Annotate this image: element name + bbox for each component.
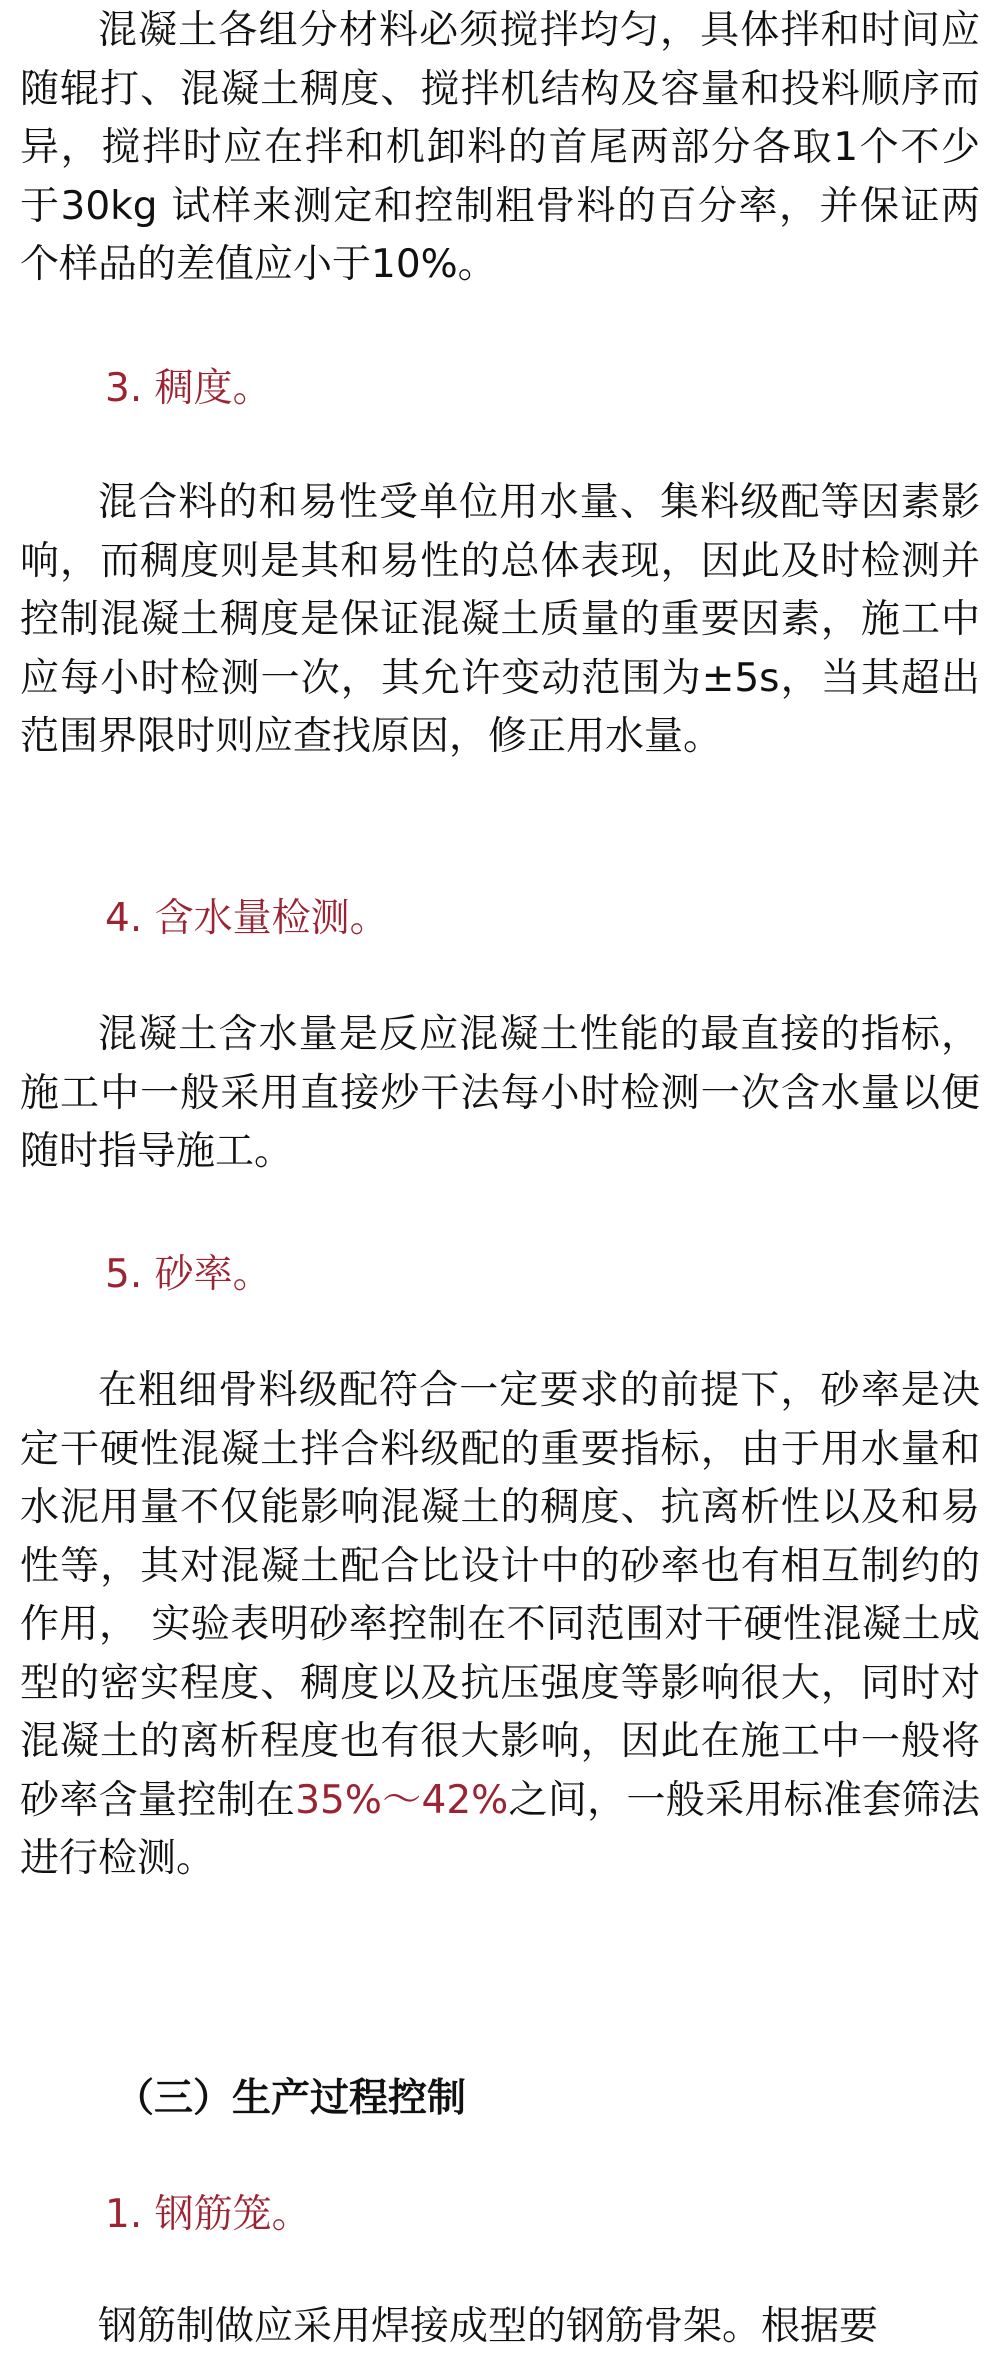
paragraph-consistency: 混合料的和易性受单位用水量、集料级配等因素影响，而稠度则是其和易性的总体表现，因此及时检测并控制混凝土稠度是保证混凝土质量的重要因素，施工中应每小时检测一次，其允许变动范围为±5s，当其超出范围界限时则应查找原因，修正用水量。 bbox=[20, 480, 980, 759]
paragraph-sand-ratio bbox=[20, 1362, 980, 1889]
paragraph-rebar-cage: 钢筋制做应采用焊接成型的钢筋骨架。根据要 bbox=[98, 2304, 879, 2349]
sand-ratio-range: 35%～42% bbox=[295, 1777, 509, 1823]
heading-moisture-test: 4. 含水量检测。 bbox=[105, 896, 389, 941]
section-title-production-control: （三）生产过程控制 bbox=[115, 2076, 467, 2121]
paragraph-mixing: 混凝土各组分材料必须搅拌均匀，具体拌和时间应随辊打、混凝土稠度、搅拌机结构及容量和投料顺序而异，搅拌时应在拌和机卸料的首尾两部分各取1个不少于30kg 试样来测定和控制粗骨料的百分率，并保证两个样品的差值应小于10%。 bbox=[20, 8, 980, 287]
sand-ratio-text: 在粗细骨料级配符合一定要求的前提下，砂率是决定干硬性混凝土拌合料级配的重要指标，由于用水量和水泥用量不仅能影响混凝土的稠度、抗离析性以及和易性等，其对混凝土配合比设计中的砂率也有相互制约的作用， 实验表明砂率控制在不同范围对干硬性混凝土成型的密实程度、稠度以及抗压强度等影响很大，同时对混凝土的离析程度也有很大影响，因此在施工中一般将砂率含量控制在 bbox=[20, 1368, 980, 1823]
heading-sand-ratio: 5. 砂率。 bbox=[105, 1252, 272, 1297]
paragraph-moisture-test: 混凝土含水量是反应混凝土性能的最直接的指标，施工中一般采用直接炒干法每小时检测一次含水量以便随时指导施工。 bbox=[20, 1012, 980, 1174]
heading-rebar-cage: 1. 钢筋笼。 bbox=[105, 2192, 311, 2237]
sand-ratio-tail: 之间，一般采用标准套筛法进行检测。 bbox=[20, 1777, 980, 1881]
heading-consistency: 3. 稠度。 bbox=[105, 366, 272, 411]
